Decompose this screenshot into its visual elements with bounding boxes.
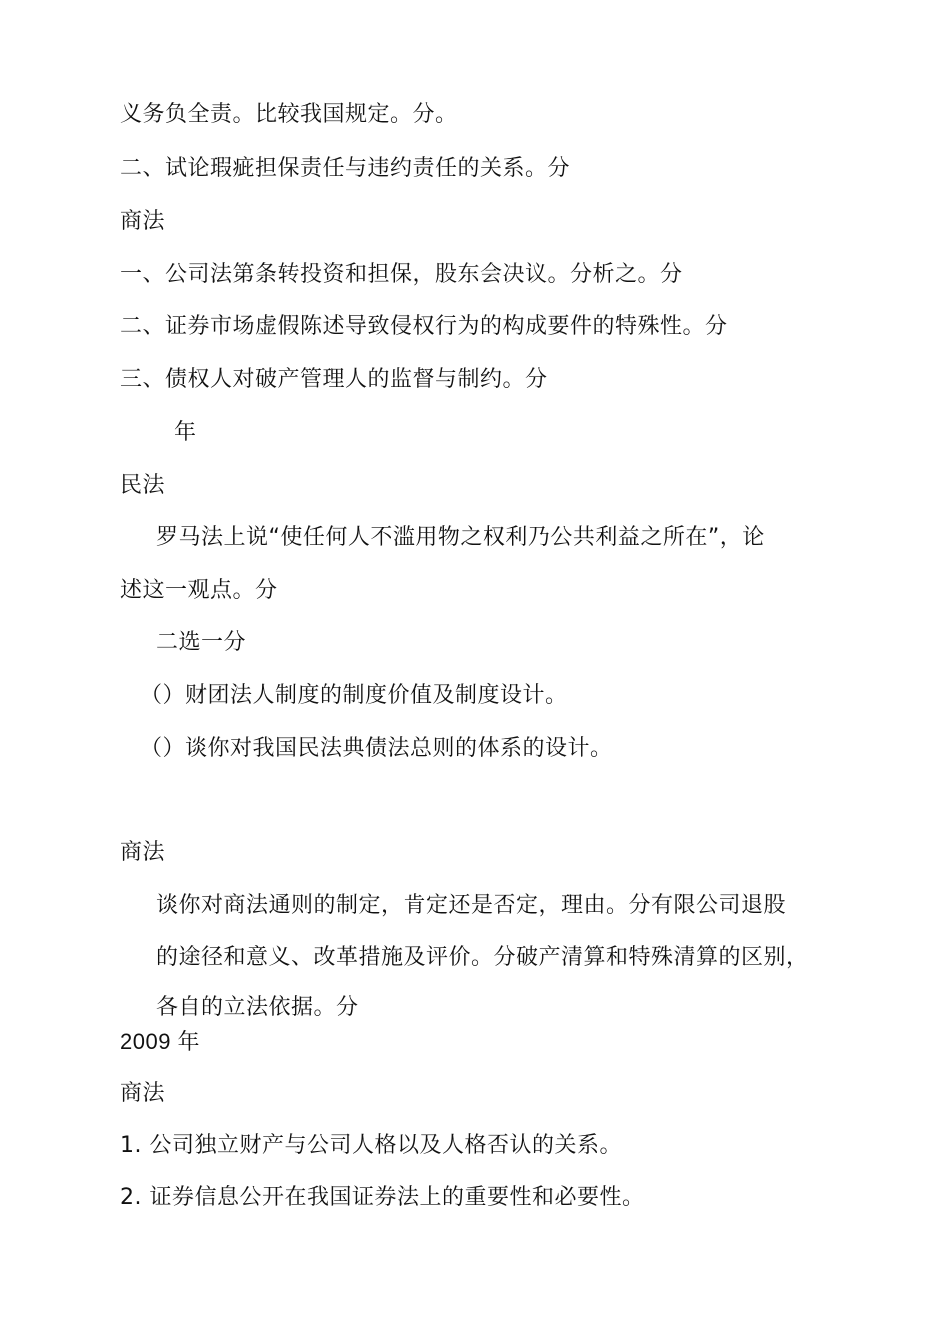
text-line-1: 义务负全责。比较我国规定。分。 (120, 102, 458, 127)
text-line-10: 述这一观点。分 (120, 578, 278, 603)
text-line-15: 谈你对商法通则的制定，肯定还是否定，理由。分有限公司退股 (156, 893, 787, 918)
text-line-4: 一、公司法第条转投资和担保，股东会决议。分析之。分 (120, 262, 683, 287)
text-line-11: 二选一分 (156, 630, 247, 655)
text-line-16: 的途径和意义、改革措施及评价。分破产清算和特殊清算的区别， (156, 945, 809, 970)
numbered-item-1: 1. 公司独立财产与公司人格以及人格否认的关系。 (120, 1133, 622, 1158)
numbered-item-2: 2. 证券信息公开在我国证券法上的重要性和必要性。 (120, 1185, 645, 1210)
text-line-17: 各自的立法依据。分 (156, 995, 359, 1020)
section-heading-commercial-law: 商法 (120, 209, 166, 234)
text-line-5: 二、证券市场虚假陈述导致侵权行为的构成要件的特殊性。分 (120, 314, 728, 339)
text-line-12: （）财团法人制度的制度价值及制度设计。 (140, 683, 568, 708)
text-line-6: 三、债权人对破产管理人的监督与制约。分 (120, 367, 548, 392)
text-line-13: （）谈你对我国民法典债法总则的体系的设计。 (140, 736, 613, 761)
section-heading-commercial-law-2: 商法 (120, 840, 166, 865)
section-heading-civil-law: 民法 (120, 473, 166, 498)
text-line-9: 罗马法上说“使任何人不滥用物之权利乃公共利益之所在”，论 (156, 525, 765, 550)
year-heading: 年 (174, 420, 197, 445)
year-heading-2009: 2009 年 (120, 1029, 201, 1054)
text-line-2: 二、试论瑕疵担保责任与违约责任的关系。分 (120, 156, 571, 181)
section-heading-commercial-law-3: 商法 (120, 1081, 166, 1106)
